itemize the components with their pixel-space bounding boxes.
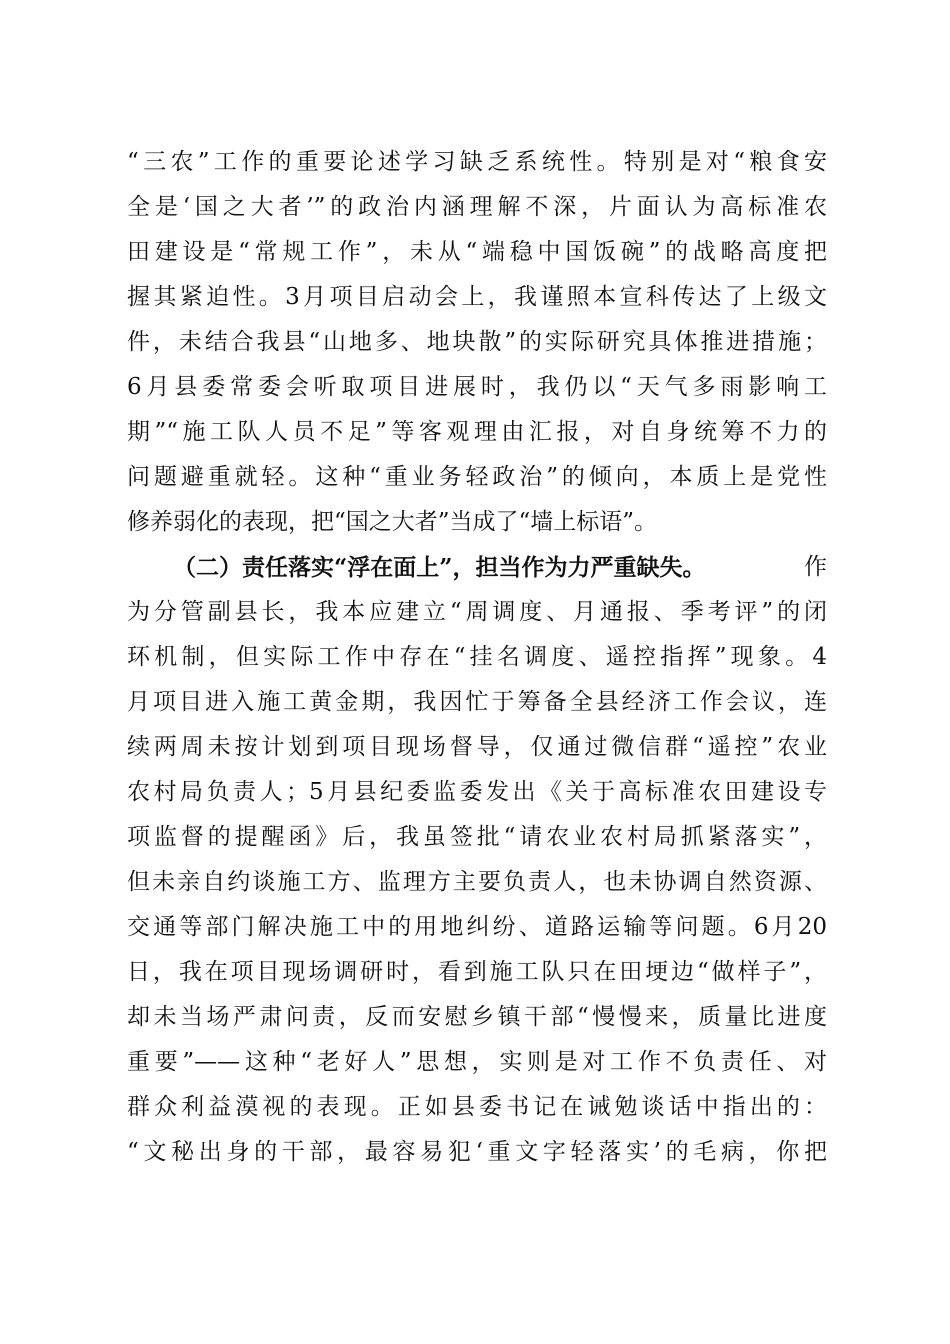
text-line: 期”“施工队人员不足”等客观理由汇报，对自身统筹不力的 — [127, 419, 827, 445]
text-line: 重要”——这种“老好人”思想，实则是对工作不负责任、对 — [127, 1049, 827, 1075]
text-line: 握其紧迫性。3月项目启动会上，我谨照本宣科传达了上级文 — [127, 284, 827, 310]
text-line: 月项目进入施工黄金期，我因忙于筹备全县经济工作会议，连 — [127, 689, 827, 715]
text-line: 却未当场严肃问责，反而安慰乡镇干部“慢慢来，质量比进度 — [127, 1004, 827, 1030]
text-line: 农村局负责人；5月县纪委监委发出《关于高标准农田建设专 — [127, 779, 827, 805]
text-line: 件，未结合我县“山地多、地块散”的实际研究具体推进措施； — [127, 329, 827, 355]
text-line: 续两周未按计划到项目现场督导，仅通过微信群“遥控”农业 — [127, 734, 827, 760]
text-line: 问题避重就轻。这种“重业务轻政治”的倾向，本质上是党性 — [127, 464, 827, 490]
text-line: 田建设是“常规工作”，未从“端稳中国饭碗”的战略高度把 — [127, 239, 827, 265]
text-line: “文秘出身的干部，最容易犯‘重文字轻落实’的毛病，你把 — [127, 1139, 827, 1165]
paragraph-2 — [127, 545, 827, 1175]
text-line: 交通等部门解决施工中的用地纠纷、道路运输等问题。6月20 — [127, 914, 827, 940]
text-line: 修养弱化的表现，把“国之大者”当成了“墙上标语”。 — [127, 509, 658, 535]
text-line: 全是‘国之大者’”的政治内涵理解不深，片面认为高标准农 — [127, 194, 827, 220]
text-line: “三农”工作的重要论述学习缺乏系统性。特别是对“粮食安 — [127, 149, 827, 175]
text-line: 日，我在项目现场调研时，看到施工队只在田埂边“做样子”， — [127, 959, 827, 985]
paragraph-1 — [127, 140, 827, 545]
text-line: 环机制，但实际工作中存在“挂名调度、遥控指挥”现象。4 — [127, 644, 827, 670]
paragraph-2-first-line — [127, 545, 827, 590]
text-line: 但未亲自约谈施工方、监理方主要负责人，也未协调自然资源、 — [127, 869, 827, 895]
text-line: 6月县委常委会听取项目进展时，我仍以“天气多雨影响工 — [127, 374, 827, 400]
text-line: 为分管副县长，我本应建立“周调度、月通报、季考评”的闭 — [127, 599, 827, 625]
section-heading: （二）责任落实“浮在面上”，担当作为力严重缺失。 — [173, 554, 706, 581]
body-text — [127, 140, 827, 1175]
heading-continuation: 作 — [804, 554, 827, 580]
text-line: 群众利益漠视的表现。正如县委书记在诫勉谈话中指出的： — [127, 1094, 827, 1120]
text-line: 项监督的提醒函》后，我虽签批“请农业农村局抓紧落实”， — [127, 824, 827, 850]
